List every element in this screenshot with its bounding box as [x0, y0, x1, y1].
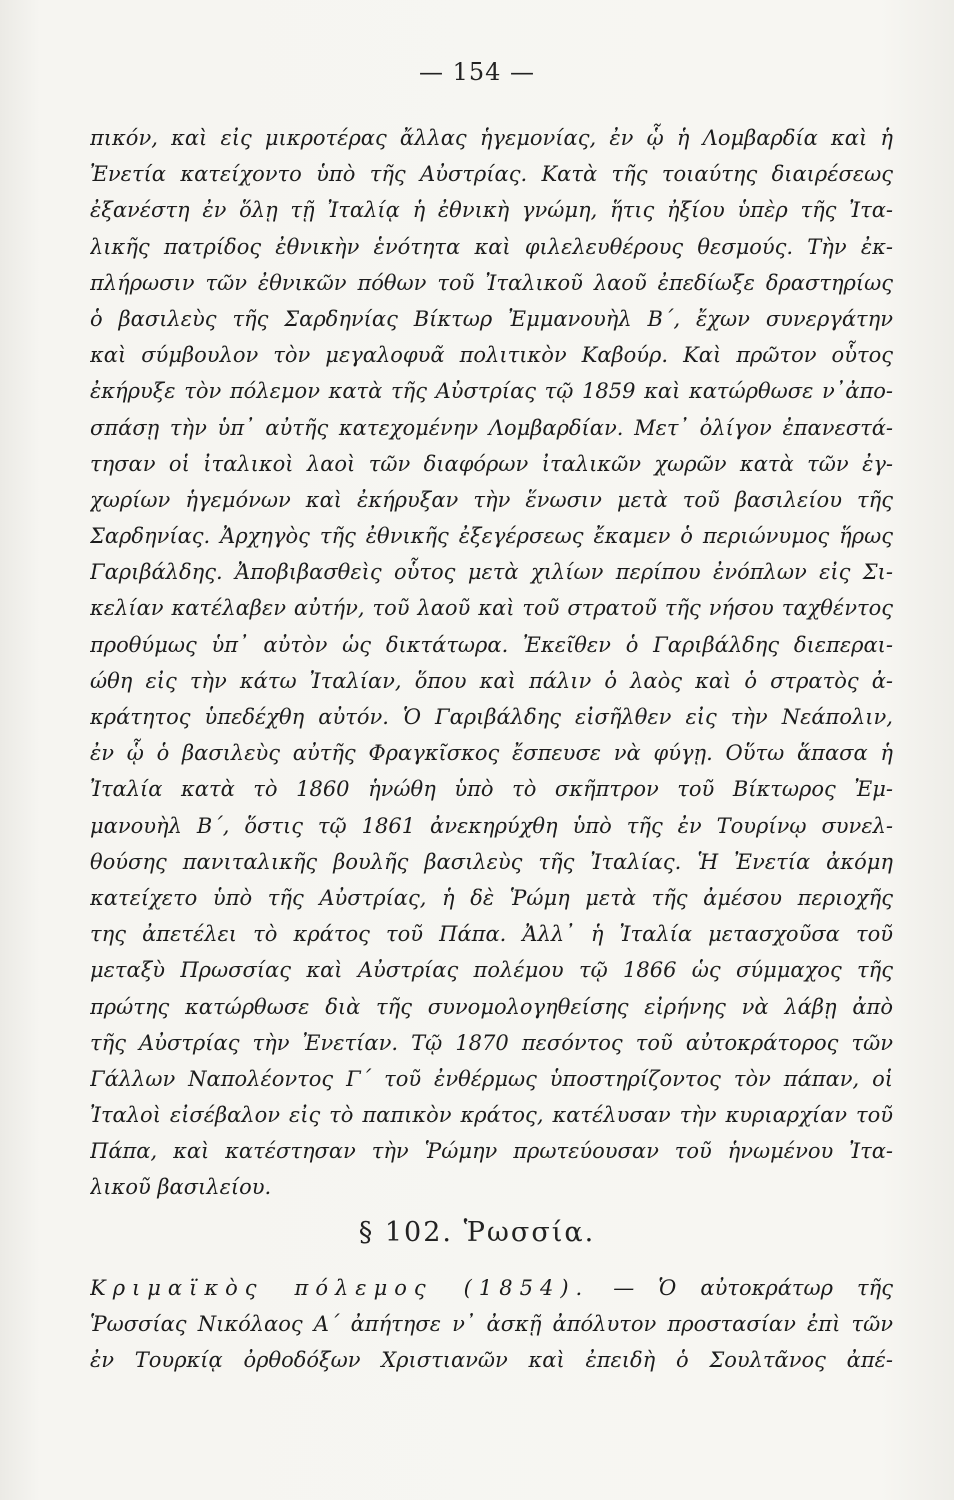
text-line: τησαν οἱ ἰταλικοὶ λαοὶ τῶν διαφόρων ἰταλικῶν χωρῶν κατὰ τῶν ἐγ- [90, 451, 893, 476]
text-line: κράτητος ὑπεδέχθη αὐτόν. Ὁ Γαριβάλδης εἰσῆλθεν εἰς τὴν Νεάπολιν, [90, 705, 893, 729]
text-line: Γάλλων Ναπολέοντος Γ΄ τοῦ ἐνθέρμως ὑποστηρίζοντος τὸν πάπαν, οἱ [90, 1066, 893, 1091]
text-line: Γαριβάλδης. Ἀποβιβασθεὶς οὗτος μετὰ χιλίων περίπου ἐνόπλων εἰς Σι- [90, 560, 893, 585]
text-line: Ἰταλοὶ εἰσέβαλον εἰς τὸ παπικὸν κράτος, κατέλυσαν τὴν κυριαρχίαν τοῦ [90, 1103, 893, 1128]
text-line: Ῥωσσίας Νικόλαος Α΄ ἀπήτησε ν᾽ ἀσκῇ ἀπόλυτον προστασίαν ἐπὶ τῶν [90, 1312, 893, 1337]
text-line: χωρίων ἡγεμόνων καὶ ἐκήρυξαν τὴν ἕνωσιν μετὰ τοῦ βασιλείου τῆς [90, 487, 893, 512]
section-paragraph [90, 1270, 893, 1379]
text-line: Πάπα, καὶ κατέστησαν τὴν Ῥώμην πρωτεύουσαν τοῦ ἡνωμένου Ἰτα- [90, 1139, 893, 1164]
text-line: σπάσῃ τὴν ὑπ᾽ αὐτῆς κατεχομένην Λομβαρδίαν. Μετ᾽ ὀλίγον ἐπανεστά- [90, 415, 893, 440]
text-line: τῆς Αὐστρίας τὴν Ἐνετίαν. Τῷ 1870 πεσόντος τοῦ αὐτοκράτορος τῶν [90, 1030, 893, 1055]
text-line: ἐν ᾧ ὁ βασιλεὺς αὐτῆς Φραγκῖσκος ἔσπευσε νὰ φύγῃ. Οὕτω ἅπασα ἡ [90, 741, 893, 766]
text-line: ώθη εἰς τὴν κάτω Ἰταλίαν, ὅπου καὶ πάλιν ὁ λαὸς καὶ ὁ στρατὸς ἀ- [90, 668, 893, 693]
section-heading: § 102. Ῥωσσία. [358, 1217, 596, 1248]
text-line: προθύμως ὑπ᾽ αὐτὸν ὡς δικτάτωρα. Ἐκεῖθεν ὁ Γαριβάλδης διεπεραι- [90, 632, 893, 657]
text-line: πικόν, καὶ εἰς μικροτέρας ἄλλας ἡγεμονίας, ἐν ᾧ ἡ Λομβαρδία καὶ ἡ [90, 126, 893, 150]
text-line: λικοῦ βασιλείου. [90, 1175, 272, 1200]
text-line: ἐκήρυξε τὸν πόλεμον κατὰ τῆς Αὐστρίας τῷ 1859 καὶ κατώρθωσε ν᾽ἀπο- [90, 379, 893, 404]
text-line: καὶ σύμβουλον τὸν μεγαλοφυᾶ πολιτικὸν Καβούρ. Καὶ πρῶτον οὗτος [90, 343, 893, 368]
section-first-line [90, 1270, 893, 1306]
text-line: πλήρωσιν τῶν ἐθνικῶν πόθων τοῦ Ἰταλικοῦ λαοῦ ἐπεδίωξε δραστηρίως [90, 270, 893, 295]
text-line: της ἀπετέλει τὸ κράτος τοῦ Πάπα. Ἀλλ᾽ ἡ Ἰταλία μετασχοῦσα τοῦ [90, 922, 893, 947]
section-first-line-rest: — Ὁ αὐτοκράτωρ τῆς [613, 1276, 893, 1300]
text-line: Σαρδηνίας. Ἀρχηγὸς τῆς ἐθνικῆς ἐξεγέρσεως ἔκαμεν ὁ περιώνυμος ἥρως [90, 524, 893, 549]
main-paragraph [90, 120, 893, 1206]
text-line: πρώτης κατώρθωσε διὰ τῆς συνομολογηθείσης εἰρήνης νὰ λάβῃ ἀπὸ [90, 994, 893, 1019]
text-line: ἐν Τουρκίᾳ ὀρθοδόξων Χριστιανῶν καὶ ἐπειδὴ ὁ Σουλτᾶνος ἀπέ- [90, 1348, 893, 1373]
text-line: θούσης πανιταλικῆς βουλῆς βασιλεὺς τῆς Ἰταλίας. Ἡ Ἐνετία ἀκόμη [90, 849, 893, 874]
text-line: κελίαν κατέλαβεν αὐτήν, τοῦ λαοῦ καὶ τοῦ στρατοῦ τῆς νήσου ταχθέντος [90, 596, 893, 621]
text-line: κατείχετο ὑπὸ τῆς Αὐστρίας, ἡ δὲ Ῥώμη μετὰ τῆς ἀμέσου περιοχῆς [90, 885, 893, 910]
text-line: Ἐνετία κατείχοντο ὑπὸ τῆς Αὐστρίας. Κατὰ τῆς τοιαύτης διαιρέσεως [90, 162, 893, 187]
text-line: μεταξὺ Πρωσσίας καὶ Αὐστρίας πολέμου τῷ 1866 ὡς σύμμαχος τῆς [90, 958, 893, 983]
section-lead-title: Κριμαϊκὸς πόλεμος (1854). [90, 1276, 590, 1300]
text-line: Ἰταλία κατὰ τὸ 1860 ἡνώθη ὑπὸ τὸ σκῆπτρον τοῦ Βίκτωρος Ἐμ- [90, 777, 893, 802]
text-line: λικῆς πατρίδος ἐθνικὴν ἑνότητα καὶ φιλελευθέρους θεσμούς. Τὴν ἐκ- [90, 234, 893, 259]
page-number: — 154 — [418, 58, 536, 86]
text-line: μανουὴλ Β΄, ὅστις τῷ 1861 ἀνεκηρύχθη ὑπὸ τῆς ἐν Τουρίνῳ συνελ- [90, 813, 893, 838]
text-line: ἐξανέστη ἐν ὅλῃ τῇ Ἰταλίᾳ ἡ ἐθνικὴ γνώμη, ἥτις ἠξίου ὑπὲρ τῆς Ἰτα- [90, 198, 893, 223]
text-line: ὁ βασιλεὺς τῆς Σαρδηνίας Βίκτωρ Ἐμμανουὴλ Β΄, ἔχων συνεργάτην [90, 306, 893, 331]
